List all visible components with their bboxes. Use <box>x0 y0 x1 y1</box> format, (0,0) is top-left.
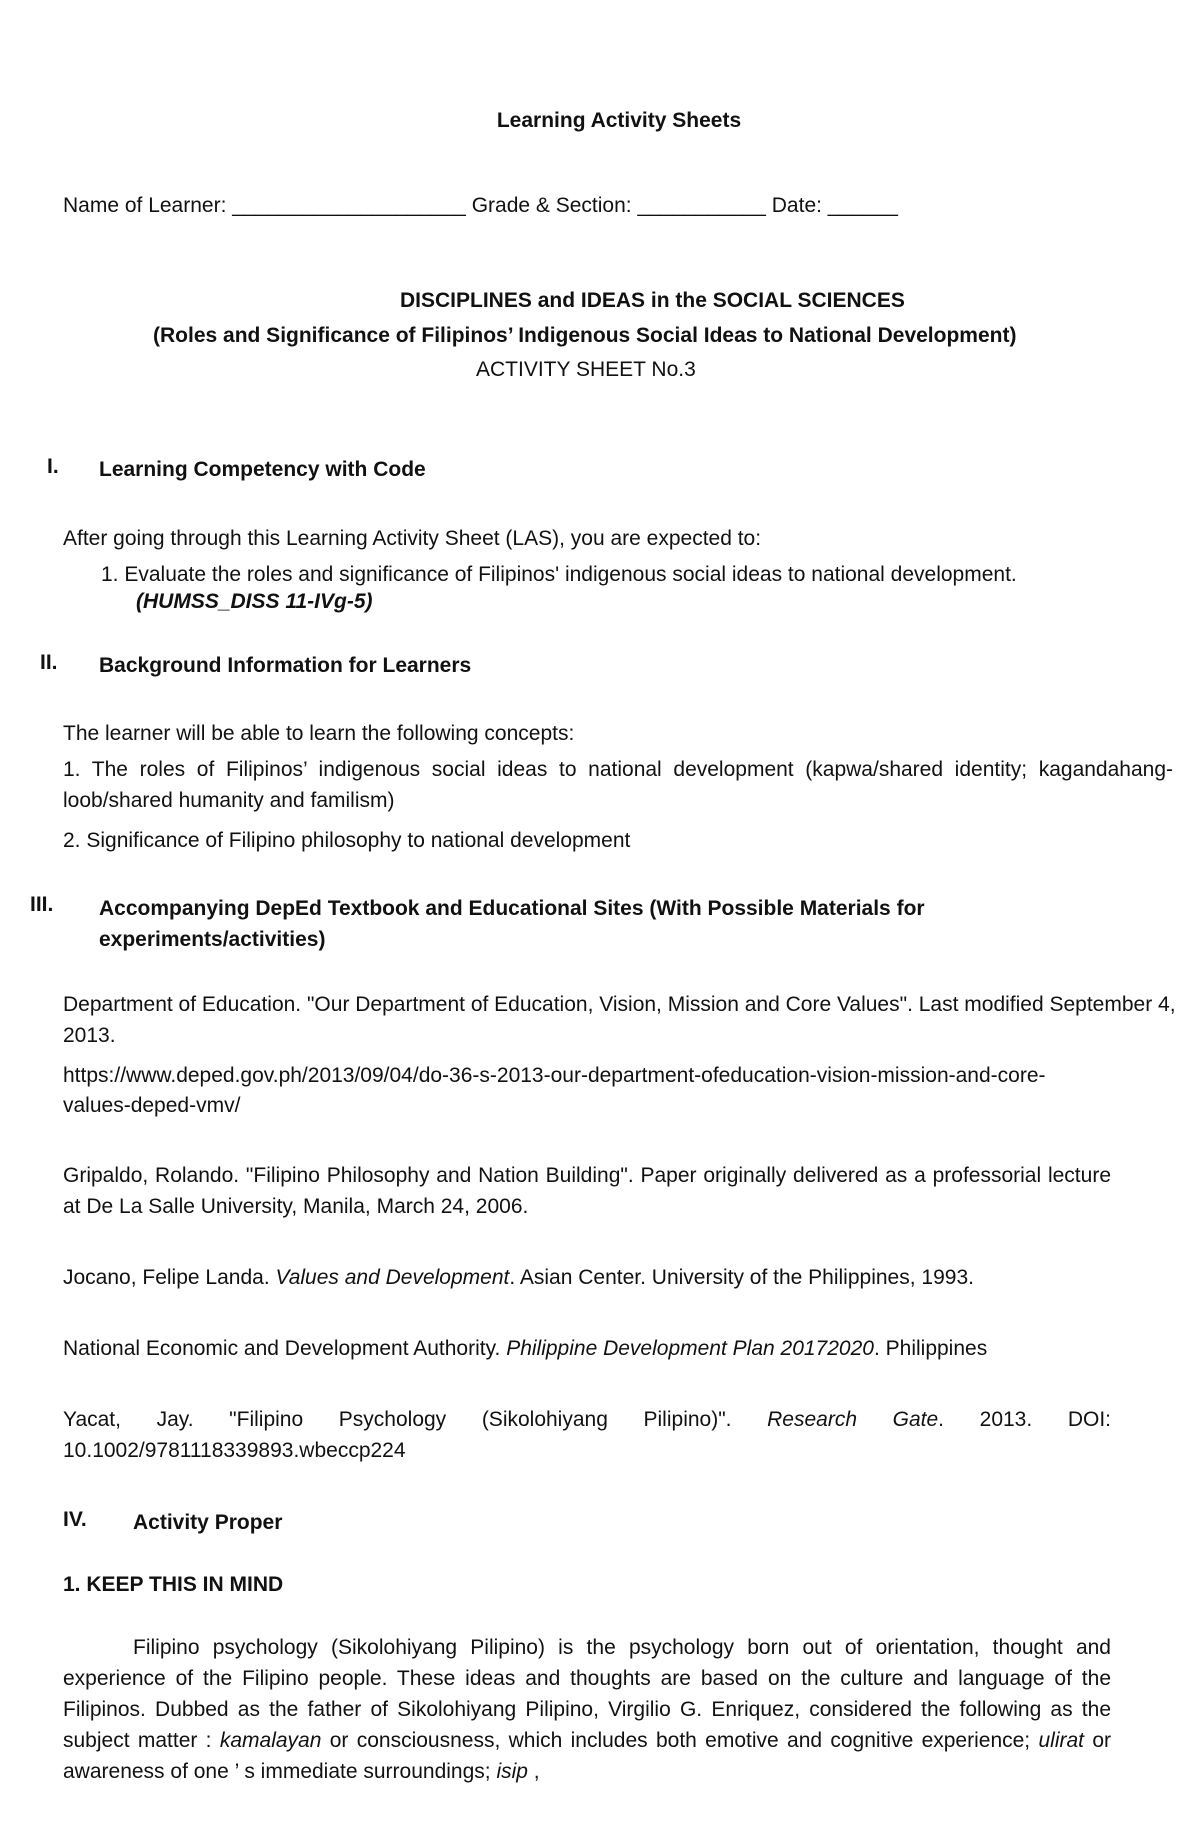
reference-jocano <box>63 1262 974 1293</box>
reference-neda <box>63 1333 987 1364</box>
section-2-title: Background Information for Learners <box>99 654 472 677</box>
reference-yacat-source: Research Gate <box>767 1408 939 1431</box>
reference-jocano-title: Values and Development <box>275 1266 510 1289</box>
document-title: Learning Activity Sheets <box>496 109 742 132</box>
reference-gripaldo: Gripaldo, Rolando. "Filipino Philosophy and Nation Building". Paper originally delivered as a professorial lecture at De La Salle University, Manila, March 24, 2006. <box>63 1164 1111 1218</box>
term-isip: isip <box>496 1760 528 1783</box>
reference-yacat-author: Yacat, Jay. "Filipino Psychology (Sikolohiyang Pilipino)". <box>63 1408 768 1431</box>
reference-yacat-doi: . 2013. DOI: 10.1002/9781118339893.wbeccp224 <box>63 1408 1111 1462</box>
section-2-number: II. <box>40 651 58 674</box>
date-field: Date: ______ <box>771 194 898 217</box>
section-1-number: I. <box>47 455 59 478</box>
reference-yacat <box>63 1404 1111 1466</box>
learner-info-line <box>63 190 898 221</box>
paragraph-text: , <box>527 1760 540 1783</box>
paragraph-text: or consciousness, which includes both emotive and cognitive experience; <box>321 1729 1039 1752</box>
paragraph-text: or awareness of one ’ s immediate surroundings; <box>63 1729 1111 1783</box>
section-1-title: Learning Competency with Code <box>99 458 426 481</box>
section-4-title: Activity Proper <box>133 1511 283 1534</box>
reference-jocano-publisher: . Asian Center. University of the Philippines, 1993. <box>509 1266 974 1289</box>
section-4-number: IV. <box>63 1508 87 1531</box>
name-of-learner-field: Name of Learner: ____________________ <box>63 194 466 217</box>
reference-deped: Department of Education. "Our Department of Education, Vision, Mission and Core Values". Last modified September 4, 2013. <box>63 993 1176 1047</box>
reference-neda-title: Philippine Development Plan 20172020 <box>506 1337 874 1360</box>
reference-deped-url-line-1[interactable]: https://www.deped.gov.ph/2013/09/04/do-36-s-2013-our-department-ofeducation-vision-mission-and-core- <box>63 1064 1046 1087</box>
filipino-psychology-paragraph <box>63 1632 1111 1787</box>
grade-section-field: Grade & Section: ___________ <box>471 194 766 217</box>
paragraph-text: Filipino psychology (Sikolohiyang Pilipino) is the psychology born out of orientation, thought and experience of the Filipino people. These ideas and thoughts are based on the culture and language of the Filipinos. Dubbed as the father of Sikolohiyang Pilipino, Virgilio G. Enriquez, considered the following as the subject matter : <box>63 1636 1111 1752</box>
reference-jocano-author: Jocano, Felipe Landa. <box>63 1266 276 1289</box>
section-2-intro: The learner will be able to learn the following concepts: <box>63 722 575 745</box>
section-3-title: Accompanying DepEd Textbook and Educational Sites (With Possible Materials for experiments/activities) <box>99 897 925 951</box>
section-1-intro: After going through this Learning Activity Sheet (LAS), you are expected to: <box>63 527 762 550</box>
concept-item-1: 1. The roles of Filipinos’ indigenous social ideas to national development (kapwa/shared identity; kagandahang-loob/shared humanity and familism) <box>63 758 1173 812</box>
topic-heading: (Roles and Significance of Filipinos’ Indigenous Social Ideas to National Development) <box>153 324 1017 347</box>
competency-code: (HUMSS_DISS 11-IVg-5) <box>136 590 373 613</box>
reference-neda-place: . Philippines <box>873 1337 988 1360</box>
competency-item: 1. Evaluate the roles and significance of Filipinos' indigenous social ideas to national development. <box>101 563 1017 586</box>
reference-deped-url-line-2[interactable]: values-deped-vmv/ <box>63 1094 241 1117</box>
term-ulirat: ulirat <box>1038 1729 1084 1752</box>
subject-heading: DISCIPLINES and IDEAS in the SOCIAL SCIENCES <box>400 289 905 312</box>
activity-sheet-number: ACTIVITY SHEET No.3 <box>476 358 696 381</box>
term-kamalayan: kamalayan <box>219 1729 322 1752</box>
keep-in-mind-heading: 1. KEEP THIS IN MIND <box>63 1573 284 1596</box>
concept-item-2: 2. Significance of Filipino philosophy to national development <box>63 829 631 852</box>
section-3-number: III. <box>30 893 54 916</box>
reference-neda-author: National Economic and Development Authority. <box>63 1337 507 1360</box>
